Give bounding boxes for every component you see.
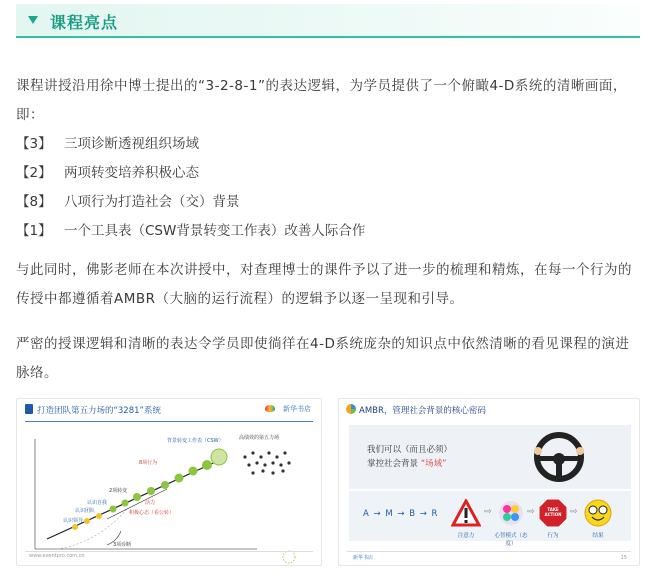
label-vitality: 活力 (145, 500, 156, 506)
steering-wheel-icon (529, 429, 589, 485)
footer-divider (347, 551, 631, 552)
banner-line-1: 我们可以（而且必须） (367, 445, 453, 455)
brain-icon (497, 499, 525, 527)
label-leader: 认识领导 (63, 518, 84, 524)
ambr-formula: A → M → B → R (363, 509, 439, 519)
banner-line-2: 掌控社会背景 “场域” (367, 459, 447, 469)
list-item: 【8】 八项行为打造社会（交）背景 (16, 194, 240, 210)
section-title: 课程亮点 (50, 13, 119, 32)
label-eight: 8项行为 (139, 460, 158, 466)
section-header (16, 4, 640, 38)
footer-divider (25, 551, 313, 552)
staircase-diagram (17, 399, 322, 566)
page-number: 15 (620, 555, 627, 561)
label-team: 认识团队 (75, 508, 96, 514)
label-three-diag: 3项诊断 (113, 542, 132, 548)
label-two: 2项转变 (109, 488, 128, 494)
label-fifth-field: 高绩效的第五力场 (239, 435, 280, 441)
step-label-mindset: 心智模式（态度） (494, 533, 528, 547)
smiley-icon (583, 498, 613, 528)
pie-icon (345, 403, 357, 415)
highlight-list (16, 130, 616, 246)
arrow-icon: ⇨ (527, 507, 535, 517)
slide-logo: 新华书店 (353, 555, 374, 561)
arrow-icon: ⇨ (570, 507, 578, 517)
list-item: 【2】 两项转变培养积极心态 (16, 165, 199, 181)
triangle-down-icon (28, 16, 38, 24)
method-paragraph: 与此同时，佛影老师在本次讲授中，对查理博士的课件予以了进一步的梳理和精炼，在每一个行为的传授中都遵循着AMBR（大脑的运行流程）的逻辑予以逐一呈现和引导。 (16, 262, 632, 307)
step-label-behavior: 行为 (547, 533, 559, 539)
step-label-result: 结果 (592, 533, 604, 539)
list-item: 【3】 三项诊断透视组织场域 (16, 136, 199, 152)
label-csw: 背景转变工作表（CSW） (167, 438, 224, 444)
intro-paragraph: 课程讲授沿用徐中博士提出的“3-2-8-1”的表达逻辑，为学员提供了一个俯瞰4-D系统的清晰画面，即： (16, 78, 627, 123)
slide-3281-system (16, 398, 322, 566)
slide-logo: 新华书店 (283, 405, 311, 413)
slide-title: 打造团队第五力场的“3281”系统 (37, 406, 161, 416)
slide-title: AMBR，管理社会背景的核心密码 (359, 406, 486, 416)
take-action-label: TAKE ACTION (544, 507, 562, 517)
step-label-attention: 注意力 (457, 533, 475, 539)
slide-ambr (338, 398, 640, 566)
list-item: 【1】 一个工具表（CSW背景转变工作表）改善人际合作 (16, 223, 366, 239)
arrow-icon: ⇨ (484, 507, 492, 517)
label-self: 认识自我 (87, 500, 108, 506)
warning-icon (451, 499, 481, 527)
summary-paragraph: 严密的授课逻辑和清晰的表达令学员即使徜徉在4-D系统庞杂的知识点中依然清晰的看见课程的演进脉络。 (16, 336, 630, 381)
label-attitude: 积极心态（看公转） (129, 510, 175, 516)
footer-url: www.eventpro.com.cn (29, 553, 85, 559)
